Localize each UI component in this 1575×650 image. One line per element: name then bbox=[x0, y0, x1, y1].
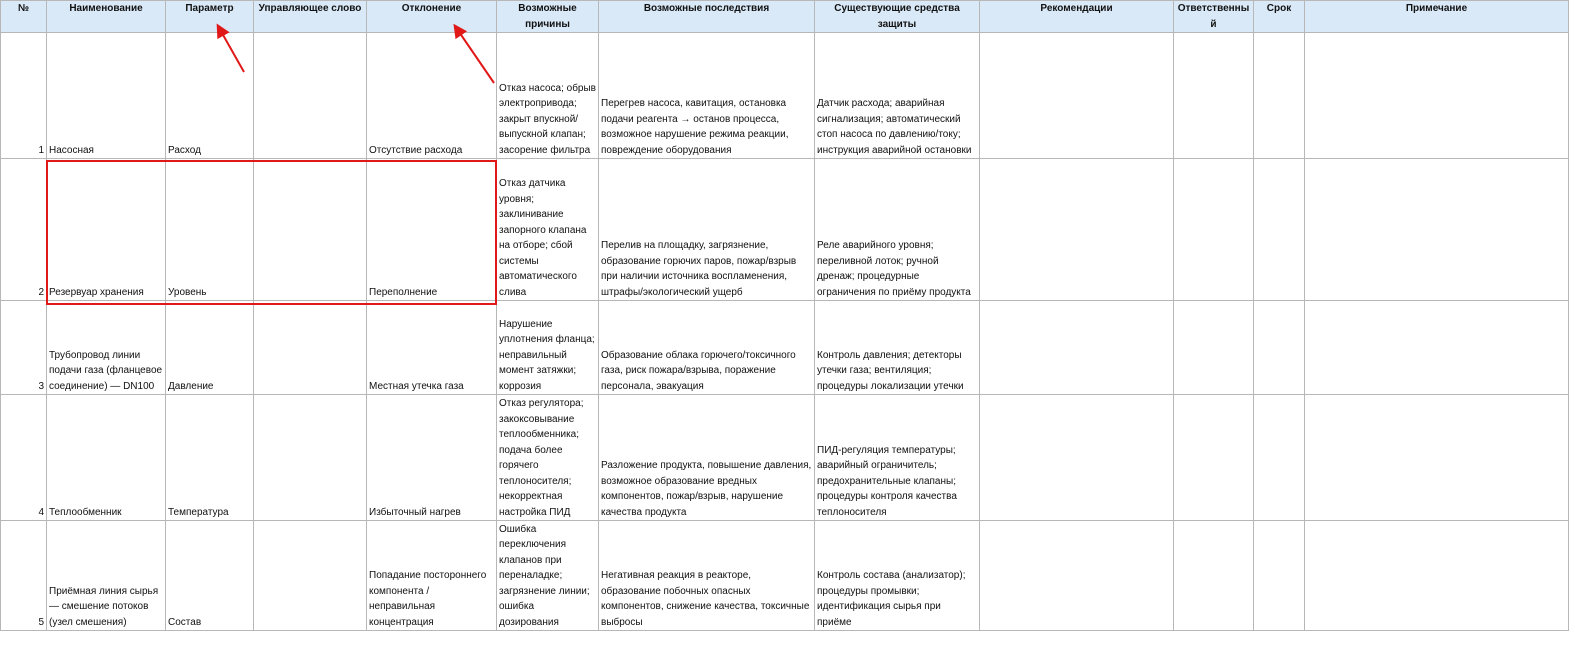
cell-deadline[interactable] bbox=[1254, 159, 1305, 301]
cell-responsible[interactable] bbox=[1174, 159, 1254, 301]
cell-responsible[interactable] bbox=[1174, 395, 1254, 521]
cell-safeguards[interactable]: Контроль состава (анализатор); процедуры промывки; идентификация сырья при приёме bbox=[815, 521, 980, 631]
cell-guide-word[interactable] bbox=[254, 521, 367, 631]
cell-safeguards[interactable]: Датчик расхода; аварийная сигнализация; автоматический стоп насоса по давлению/току; инструкция аварийной остановки bbox=[815, 33, 980, 159]
cell-note[interactable] bbox=[1305, 301, 1569, 395]
cell-deadline[interactable] bbox=[1254, 521, 1305, 631]
header-consequences[interactable]: Возможные последствия bbox=[599, 1, 815, 33]
cell-name[interactable]: Приёмная линия сырья — смешение потоков (узел смешения) bbox=[47, 521, 166, 631]
cell-safeguards[interactable]: ПИД-регуляция температуры; аварийный ограничитель; предохранительные клапаны; процедуры контроля качества теплоносителя bbox=[815, 395, 980, 521]
header-num[interactable]: № bbox=[1, 1, 47, 33]
cell-deviation[interactable]: Избыточный нагрев bbox=[367, 395, 497, 521]
cell-safeguards[interactable]: Реле аварийного уровня; переливной лоток; ручной дренаж; процедурные ограничения по приёму продукта bbox=[815, 159, 980, 301]
cell-causes[interactable]: Отказ насоса; обрыв электропривода; закрыт впускной/выпускной клапан; засорение фильтра bbox=[497, 33, 599, 159]
cell-deviation[interactable]: Попадание постороннего компонента / неправильная концентрация bbox=[367, 521, 497, 631]
table-row bbox=[1, 395, 1569, 521]
cell-deadline[interactable] bbox=[1254, 301, 1305, 395]
cell-causes[interactable]: Ошибка переключения клапанов при переналадке; загрязнение линии; ошибка дозирования bbox=[497, 521, 599, 631]
cell-deviation[interactable]: Переполнение bbox=[367, 159, 497, 301]
cell-causes[interactable]: Нарушение уплотнения фланца; неправильный момент затяжки; коррозия bbox=[497, 301, 599, 395]
cell-name[interactable]: Насосная bbox=[47, 33, 166, 159]
cell-guide-word[interactable] bbox=[254, 33, 367, 159]
cell-consequences[interactable]: Перегрев насоса, кавитация, остановка подачи реагента → останов процесса, возможное нарушение режима реакции, повреждение оборудования bbox=[599, 33, 815, 159]
cell-deviation[interactable]: Местная утечка газа bbox=[367, 301, 497, 395]
cell-note[interactable] bbox=[1305, 33, 1569, 159]
cell-deadline[interactable] bbox=[1254, 33, 1305, 159]
cell-guide-word[interactable] bbox=[254, 301, 367, 395]
cell-recommendations[interactable] bbox=[980, 521, 1174, 631]
header-responsible[interactable]: Ответственный bbox=[1174, 1, 1254, 33]
header-causes[interactable]: Возможные причины bbox=[497, 1, 599, 33]
header-row bbox=[1, 1, 1569, 33]
cell-name[interactable]: Резервуар хранения bbox=[47, 159, 166, 301]
cell-num[interactable]: 1 bbox=[1, 33, 47, 159]
cell-causes[interactable]: Отказ регулятора; закоксовывание теплообменника; подача более горячего теплоносителя; некорректная настройка ПИД bbox=[497, 395, 599, 521]
cell-parameter[interactable]: Давление bbox=[166, 301, 254, 395]
cell-responsible[interactable] bbox=[1174, 33, 1254, 159]
cell-num[interactable]: 3 bbox=[1, 301, 47, 395]
cell-causes[interactable]: Отказ датчика уровня; заклинивание запорного клапана на отборе; сбой системы автоматического слива bbox=[497, 159, 599, 301]
header-deviation[interactable]: Отклонение bbox=[367, 1, 497, 33]
cell-consequences[interactable]: Перелив на площадку, загрязнение, образование горючих паров, пожар/взрыв при наличии источника воспламенения, штрафы/экологический ущерб bbox=[599, 159, 815, 301]
cell-note[interactable] bbox=[1305, 159, 1569, 301]
cell-num[interactable]: 2 bbox=[1, 159, 47, 301]
cell-recommendations[interactable] bbox=[980, 395, 1174, 521]
cell-guide-word[interactable] bbox=[254, 159, 367, 301]
header-parameter[interactable]: Параметр bbox=[166, 1, 254, 33]
table-row bbox=[1, 521, 1569, 631]
cell-recommendations[interactable] bbox=[980, 301, 1174, 395]
cell-deviation[interactable]: Отсутствие расхода bbox=[367, 33, 497, 159]
cell-parameter[interactable]: Уровень bbox=[166, 159, 254, 301]
cell-name[interactable]: Теплообменник bbox=[47, 395, 166, 521]
cell-recommendations[interactable] bbox=[980, 33, 1174, 159]
table-row bbox=[1, 159, 1569, 301]
table-row bbox=[1, 301, 1569, 395]
cell-consequences[interactable]: Негативная реакция в реакторе, образование побочных опасных компонентов, снижение качества, токсичные выбросы bbox=[599, 521, 815, 631]
header-deadline[interactable]: Срок bbox=[1254, 1, 1305, 33]
cell-guide-word[interactable] bbox=[254, 395, 367, 521]
table-row bbox=[1, 33, 1569, 159]
cell-responsible[interactable] bbox=[1174, 301, 1254, 395]
cell-deadline[interactable] bbox=[1254, 395, 1305, 521]
header-recommendations[interactable]: Рекомендации bbox=[980, 1, 1174, 33]
cell-responsible[interactable] bbox=[1174, 521, 1254, 631]
cell-num[interactable]: 4 bbox=[1, 395, 47, 521]
cell-note[interactable] bbox=[1305, 521, 1569, 631]
header-safeguards[interactable]: Существующие средства защиты bbox=[815, 1, 980, 33]
cell-recommendations[interactable] bbox=[980, 159, 1174, 301]
cell-name[interactable]: Трубопровод линии подачи газа (фланцевое соединение) — DN100 bbox=[47, 301, 166, 395]
cell-consequences[interactable]: Образование облака горючего/токсичного газа, риск пожара/взрыва, поражение персонала, эвакуация bbox=[599, 301, 815, 395]
cell-safeguards[interactable]: Контроль давления; детекторы утечки газа; вентиляция; процедуры локализации утечки bbox=[815, 301, 980, 395]
header-guide-word[interactable]: Управляющее слово bbox=[254, 1, 367, 33]
header-note[interactable]: Примечание bbox=[1305, 1, 1569, 33]
cell-note[interactable] bbox=[1305, 395, 1569, 521]
cell-parameter[interactable]: Расход bbox=[166, 33, 254, 159]
header-name[interactable]: Наименование bbox=[47, 1, 166, 33]
cell-parameter[interactable]: Температура bbox=[166, 395, 254, 521]
cell-parameter[interactable]: Состав bbox=[166, 521, 254, 631]
cell-consequences[interactable]: Разложение продукта, повышение давления, возможное образование вредных компонентов, пожар/взрыв, нарушение качества продукта bbox=[599, 395, 815, 521]
cell-num[interactable]: 5 bbox=[1, 521, 47, 631]
